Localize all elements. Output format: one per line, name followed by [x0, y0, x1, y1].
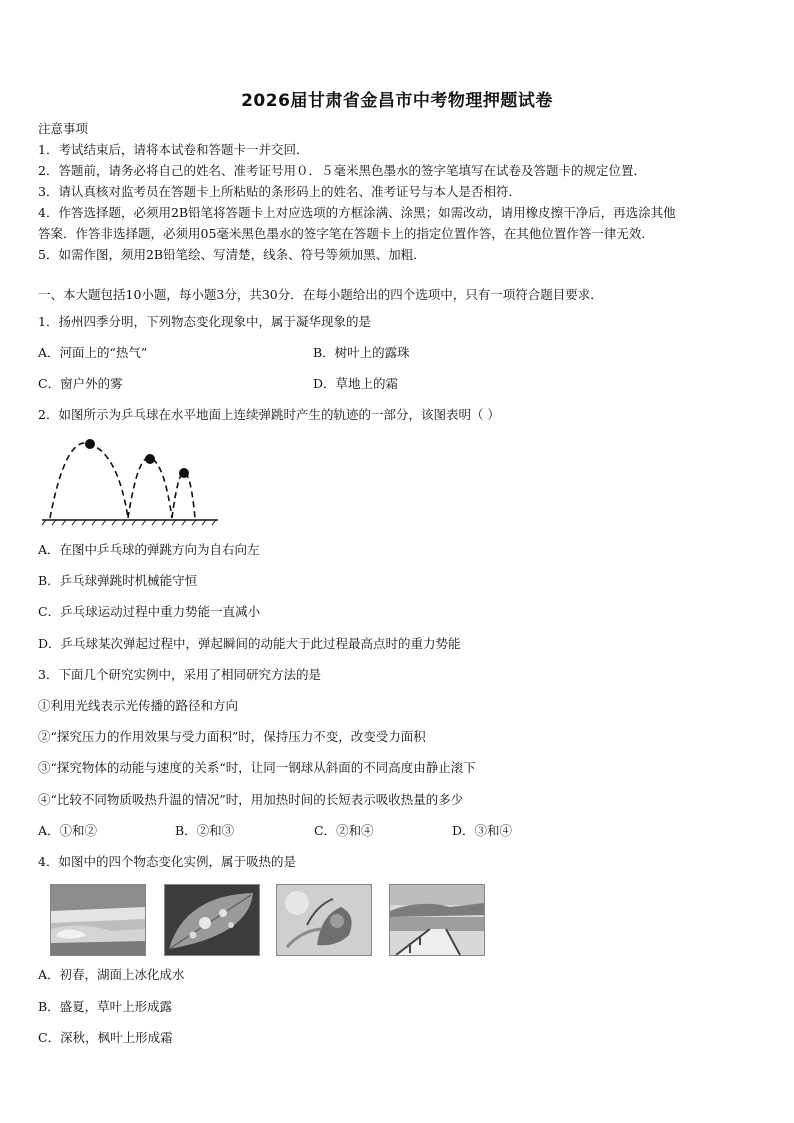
q4-option-a: A．初春，湖面上冰化成水 [38, 967, 185, 982]
q3-option-d: D．③和④ [452, 823, 513, 838]
q3-option-b: B．②和③ [175, 823, 235, 838]
photo-snow-scene [389, 884, 485, 956]
photo-melting-ice [50, 884, 146, 956]
notice-item: 3．请认真核对监考员在答题卡上所粘贴的条形码上的姓名、准考证号与本人是否相符． [38, 184, 521, 199]
q3-option-a: A．①和② [38, 823, 98, 838]
notice-item: 4．作答选择题，必须用2B铅笔将答题卡上对应选项的方框涂满、涂黑；如需改动，请用橡皮擦干净后，再选涂其他 [38, 205, 676, 220]
bounce-trajectory [50, 443, 195, 518]
ball-positions [85, 439, 189, 478]
q1-option-d: D．草地上的霜 [313, 376, 399, 391]
q3-statement-1: ①利用光线表示光传播的路径和方向 [38, 698, 239, 713]
q3-statement-4: ④“比较不同物质吸热升温的情况”时，用加热时间的长短表示吸收热量的多少 [38, 792, 464, 807]
notice-heading: 注意事项 [38, 121, 89, 136]
q1-option-c: C．窗户外的雾 [38, 376, 123, 391]
q4-option-b: B．盛夏，草叶上形成露 [38, 999, 173, 1014]
section-heading: 一、本大题包括10小题，每小题3分，共30分．在每小题给出的四个选项中，只有一项符合题目要求． [38, 287, 603, 302]
q2-option-b: B．乒乓球弹跳时机械能守恒 [38, 573, 198, 588]
ping-pong-trajectory-figure [38, 432, 223, 526]
notice-item: 答案．作答非选择题，必须用05毫米黑色墨水的签字笔在答题卡上的指定位置作答，在其他位置作答一律无效． [38, 226, 654, 241]
question-4-stem: 4．如图中的四个物态变化实例，属于吸热的是 [38, 854, 296, 869]
notice-item: 2．答题前，请务必将自己的姓名、准考证号用０．５毫米黑色墨水的签字笔填写在试卷及答题卡的规定位置． [38, 163, 646, 178]
q3-statement-3: ③“探究物体的动能与速度的关系“时，让同一钢球从斜面的不同高度由静止滚下 [38, 760, 476, 775]
photo-dew-on-leaf [164, 884, 260, 956]
question-1-stem: 1．扬州四季分明，下列物态变化现象中，属于凝华现象的是 [38, 314, 371, 329]
q4-option-c: C．深秋，枫叶上形成霜 [38, 1030, 173, 1045]
q2-option-a: A．在图中乒乓球的弹跳方向为自右向左 [38, 542, 260, 557]
q2-option-d: D．乒乓球某次弹起过程中，弹起瞬间的动能大于此过程最高点时的重力势能 [38, 636, 461, 651]
question-2-stem: 2．如图所示为乒乓球在水平地面上连续弹跳时产生的轨迹的一部分，该图表明（ ） [38, 407, 500, 422]
q2-option-c: C．乒乓球运动过程中重力势能一直减小 [38, 604, 261, 619]
q3-statement-2: ②“探究压力的作用效果与受力面积”时，保持压力不变，改变受力面积 [38, 729, 426, 744]
q3-option-c: C．②和④ [314, 823, 374, 838]
question-3-stem: 3．下面几个研究实例中，采用了相同研究方法的是 [38, 667, 321, 682]
photo-frost-on-leaf [276, 884, 372, 956]
notice-item: 5．如需作图，须用2B铅笔绘、写清楚，线条、符号等须加黑、加粗． [38, 247, 426, 262]
notice-item: 1．考试结束后，请将本试卷和答题卡一并交回． [38, 142, 309, 157]
q1-option-a: A．河面上的“热气” [38, 345, 148, 360]
q1-option-b: B．树叶上的露珠 [313, 345, 410, 360]
page-title: 2026届甘肃省金昌市中考物理押题试卷 [241, 91, 553, 111]
